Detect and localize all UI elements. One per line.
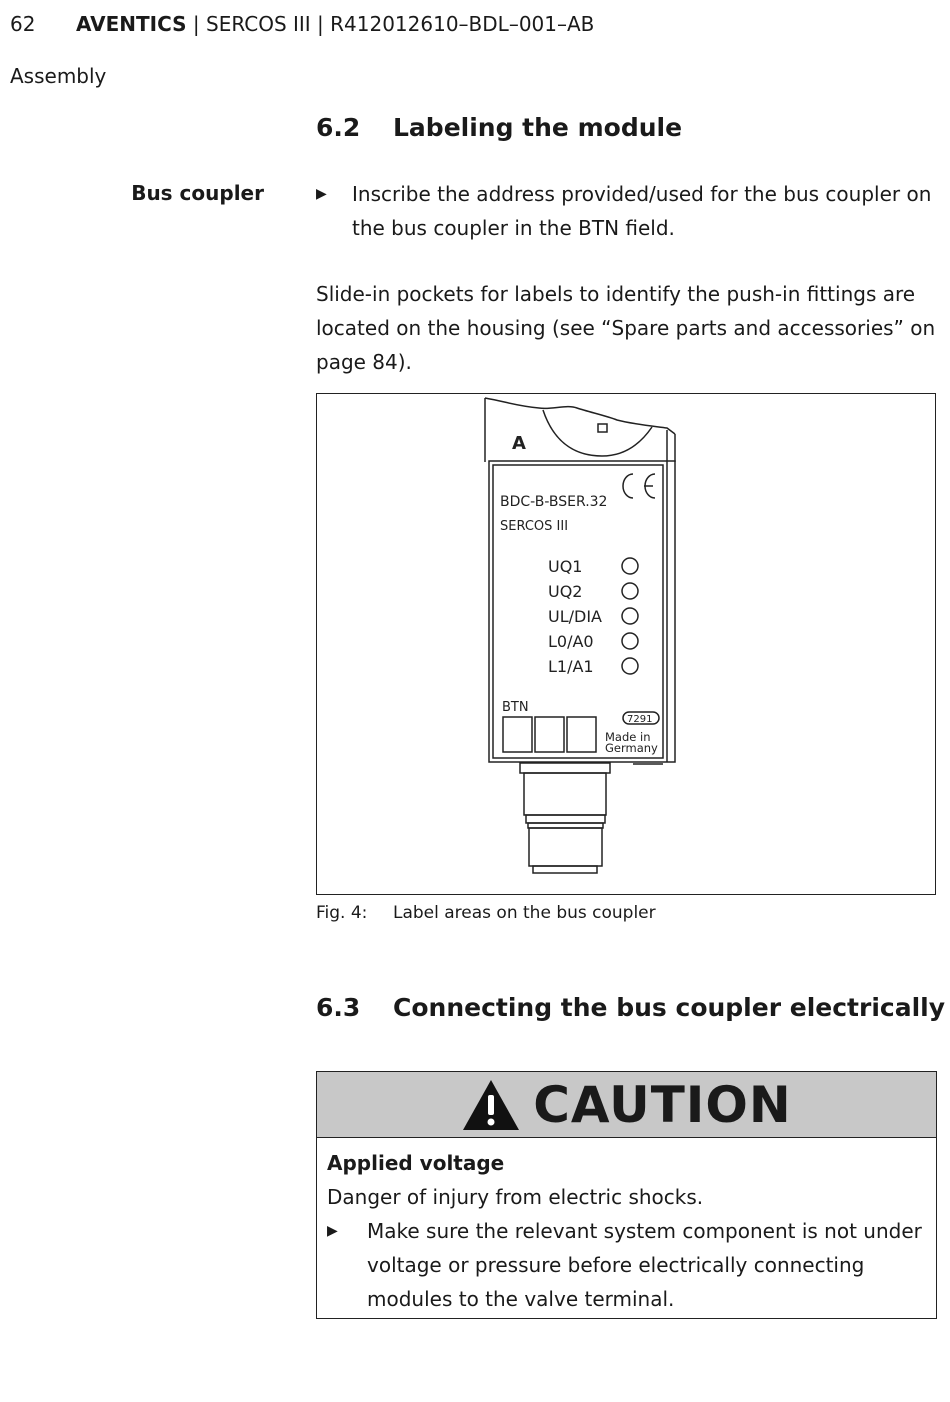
led-label: UQ1 (548, 557, 583, 576)
led-indicator (622, 633, 638, 649)
body-paragraph: Slide-in pockets for labels to identify the push-in fittings are located on the housing (see “Spare parts and accessories” on page 84). (316, 282, 936, 374)
figure-caption-text: Label areas on the bus coupler (393, 903, 656, 923)
bullet-triangle-icon: ▶ (316, 186, 327, 202)
warning-triangle-icon (461, 1078, 521, 1132)
section-heading (316, 993, 945, 1022)
bus-coupler-drawing (317, 394, 935, 894)
caution-instruction-text: Make sure the relevant system component is not under voltage or pressure before electrically connecting modules to the valve terminal. (367, 1219, 922, 1311)
figure-letter: A (512, 433, 526, 454)
made-in-label: Germany (605, 741, 658, 755)
code-label: 7291 (627, 714, 653, 725)
led-label: UQ2 (548, 582, 583, 601)
made-in-label: Made in (605, 730, 651, 744)
instruction-list (316, 177, 936, 245)
led-indicator (622, 658, 638, 674)
header-separator: | (186, 12, 206, 36)
caution-title: CAUTION (533, 1075, 792, 1134)
margin-label: Bus coupler (131, 181, 264, 205)
led-indicator (622, 583, 638, 599)
led-indicator (622, 608, 638, 624)
section-title: Connecting the bus coupler electrically (393, 993, 946, 1022)
instruction-item (316, 177, 936, 245)
chapter-label: Assembly (10, 64, 107, 88)
btn-label-field (503, 717, 532, 752)
section-title: Labeling the module (393, 113, 683, 142)
page-number: 62 (10, 12, 36, 36)
model-label: BDC-B-BSER.32 (500, 494, 608, 510)
caution-box (316, 1071, 937, 1319)
figure-frame (316, 393, 936, 895)
caution-body (317, 1138, 936, 1316)
section-number: 6.3 (316, 993, 361, 1022)
protocol-label: SERCOS III (500, 519, 569, 534)
instruction-text: Inscribe the address provided/used for the bus coupler on the bus coupler in the BTN field. (352, 182, 932, 240)
figure-number: Fig. 4: (316, 903, 368, 923)
figure-caption (316, 903, 656, 923)
page-header (10, 12, 594, 36)
document-code: R412012610–BDL–001–AB (330, 12, 595, 36)
brand-name: AVENTICS (76, 12, 187, 36)
section-heading (316, 113, 682, 142)
led-indicator (622, 558, 638, 574)
btn-label: BTN (502, 700, 529, 715)
header-separator: | (310, 12, 331, 36)
btn-label-field (567, 717, 596, 752)
caution-heading: Applied voltage (327, 1151, 505, 1175)
section-number: 6.2 (316, 113, 361, 142)
led-label: UL/DIA (548, 607, 602, 626)
product-name: SERCOS III (206, 12, 311, 36)
caution-description: Danger of injury from electric shocks. (327, 1185, 704, 1209)
led-label: L0/A0 (548, 632, 594, 651)
bullet-triangle-icon: ▶ (327, 1223, 338, 1239)
caution-header (317, 1072, 936, 1138)
btn-label-field (535, 717, 564, 752)
led-label: L1/A1 (548, 657, 594, 676)
caution-instruction (327, 1214, 926, 1316)
